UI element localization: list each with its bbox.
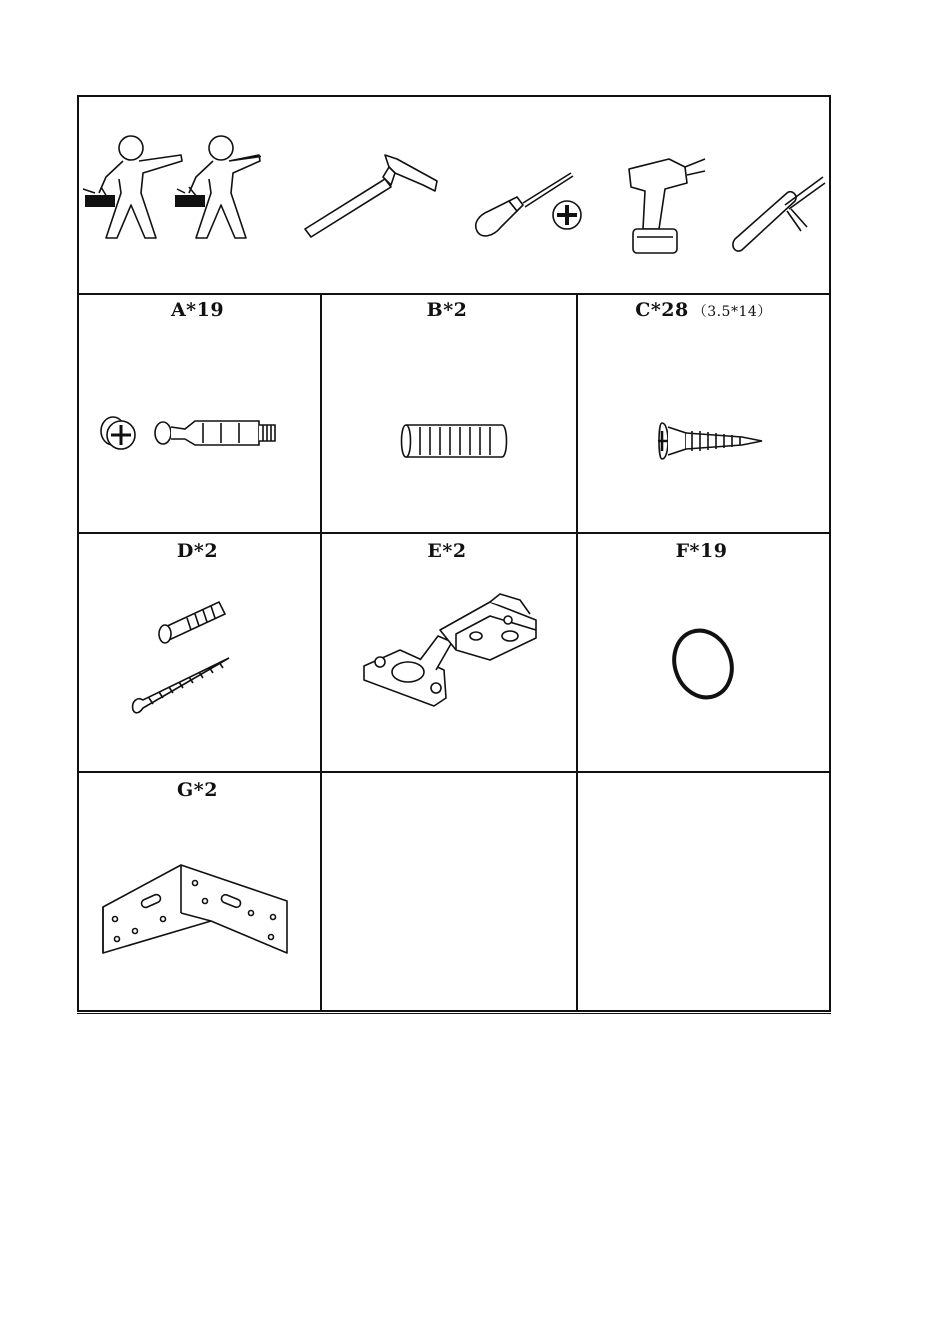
l-bracket-icon (101, 861, 291, 959)
parts-grid (79, 293, 829, 1010)
part-cell-c (578, 293, 829, 532)
part-label: B*2 (426, 299, 468, 321)
wood-screw-icon (656, 421, 766, 461)
part-label: C*28 （3.5*14） (635, 299, 772, 321)
part-cell-e (322, 534, 576, 771)
part-cell-f (578, 534, 829, 771)
phillips-screwdriver-icon (471, 167, 591, 247)
empty-cell (322, 773, 576, 1010)
wall-anchor-and-screw-icon (129, 592, 239, 722)
rubber-mallet-icon (727, 169, 827, 259)
wooden-dowel-icon (398, 421, 510, 461)
part-label: F*19 (675, 540, 728, 562)
part-label: E*2 (427, 540, 467, 562)
hammer-icon (299, 151, 439, 241)
cordless-drill-icon (619, 153, 709, 263)
part-cell-b (322, 293, 576, 532)
tools-row (79, 97, 829, 295)
cam-lock-and-bolt-icon (99, 409, 279, 459)
part-cell-g (79, 773, 320, 1010)
part-label: G*2 (177, 779, 218, 801)
rubber-ring-icon (668, 624, 738, 704)
two-person-icon (81, 133, 261, 243)
empty-cell (578, 773, 829, 1010)
hardware-sheet (77, 95, 831, 1012)
sheet-bottom-rule (77, 1013, 831, 1014)
part-cell-d (79, 534, 320, 771)
cabinet-hinge-icon (360, 590, 546, 710)
part-label: D*2 (176, 540, 219, 562)
part-cell-a (79, 293, 320, 532)
part-label: A*19 (170, 299, 225, 321)
